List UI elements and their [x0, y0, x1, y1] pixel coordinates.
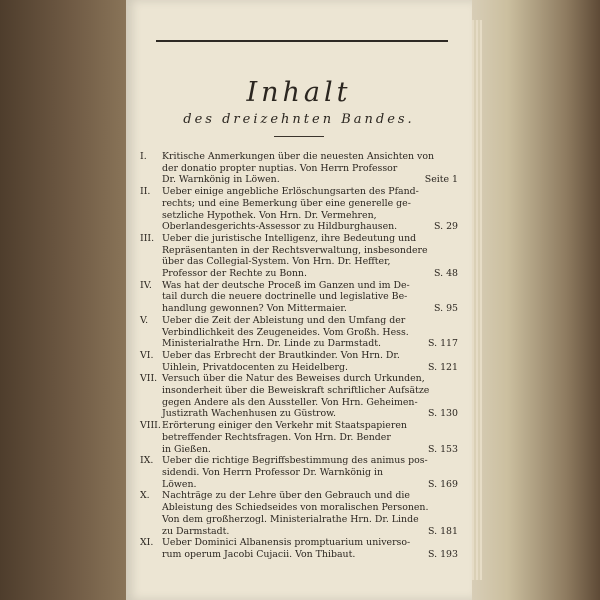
toc-entry — [140, 490, 458, 537]
toc-entry-number: III. — [140, 232, 155, 244]
toc-entry-line: setzliche Hypothek. Von Hrn. Dr. Vermehren, — [162, 209, 377, 221]
toc-entry-line: Ableistung des Schiedseides von moralischen Personen. — [162, 502, 429, 514]
toc-entry-line: der donatio propter nuptias. Von Herrn Professor — [162, 162, 398, 174]
toc-entry-text — [162, 315, 458, 350]
toc-entry-line: Ministerialrathe Hrn. Dr. Linde zu Darmstadt. — [162, 338, 381, 350]
toc-entry — [140, 350, 458, 373]
toc-entry — [140, 233, 458, 280]
toc-entry-number: IV. — [140, 279, 152, 291]
toc-entry — [140, 420, 458, 455]
toc-entry-line: rum operum Jacobi Cujacii. Von Thibaut. — [162, 548, 356, 560]
toc-entry-page: S. 29 — [434, 221, 458, 233]
title-separator — [274, 136, 324, 137]
page-subtitle: des dreizehnten Bandes. — [183, 112, 415, 127]
toc-entry-line: betreffender Rechtsfragen. Von Hrn. Dr. Bender — [162, 431, 391, 443]
toc-entry-line: gegen Andere als den Aussteller. Von Hrn. Geheimen- — [162, 396, 418, 408]
toc-entry-line: Justizrath Wachenhusen zu Güstrow. — [162, 408, 336, 420]
toc-entry-line: Dr. Warnkönig in Löwen. — [162, 174, 280, 186]
toc-entry — [140, 186, 458, 233]
toc-entry-page: S. 153 — [428, 443, 458, 455]
toc-entry-line: Repräsentanten in der Rechtsverwaltung, insbesondere — [162, 244, 428, 256]
toc-entry-line: Ueber die juristische Intelligenz, ihre Bedeutung und — [162, 232, 417, 244]
toc-entry — [140, 315, 458, 350]
toc-entry-text — [162, 151, 458, 186]
toc-entry-line: Ueber das Erbrecht der Brautkinder. Von Hrn. Dr. — [162, 349, 400, 361]
toc-entry-line: Löwen. — [162, 478, 197, 490]
toc-entry-number: V. — [140, 314, 149, 326]
toc-entry-number: VII. — [140, 373, 158, 385]
table-of-contents — [140, 151, 458, 561]
toc-entry-number: X. — [140, 490, 150, 502]
toc-entry — [140, 373, 458, 420]
toc-entry-line: über das Collegial-System. Von Hrn. Dr. Heffter, — [162, 256, 391, 268]
toc-entry-line: Nachträge zu der Lehre über den Gebrauch und die — [162, 490, 410, 502]
toc-entry-number: VIII. — [140, 420, 161, 432]
toc-entry-line: Professor der Rechte zu Bonn. — [162, 268, 307, 280]
toc-entry-text — [162, 373, 458, 420]
book-page — [126, 0, 472, 600]
top-rule — [156, 40, 448, 42]
toc-entry-text — [162, 350, 458, 373]
toc-entry-line: Versuch über die Natur des Beweises durch Urkunden, — [162, 373, 425, 385]
toc-entry-page: S. 130 — [428, 408, 458, 420]
toc-entry-page: S. 48 — [434, 268, 458, 280]
page-title: Inhalt — [246, 77, 352, 108]
toc-entry — [140, 537, 458, 560]
toc-entry-line: tail durch die neuere doctrinelle und legislative Be- — [162, 291, 408, 303]
toc-entry-line: Kritische Anmerkungen über die neuesten Ansichten von — [162, 151, 435, 162]
toc-entry — [140, 151, 458, 186]
toc-entry-page: S. 117 — [428, 338, 458, 350]
toc-entry-line: sidendi. Von Herrn Professor Dr. Warnkönig in — [162, 466, 384, 478]
toc-entry-line: Ueber die richtige Begriffsbestimmung des animus pos- — [162, 455, 428, 467]
toc-entry-number: II. — [140, 186, 151, 198]
toc-entry-page: S. 193 — [428, 548, 458, 560]
toc-entry-page: S. 95 — [434, 303, 458, 315]
toc-entry-page: S. 121 — [428, 361, 458, 373]
toc-entry-line: Verbindlichkeit des Zeugeneides. Vom Großh. Hess. — [162, 326, 409, 338]
toc-entry-text — [162, 186, 458, 233]
toc-entry-number: XI. — [140, 537, 154, 549]
toc-entry — [140, 280, 458, 315]
toc-entry-line: Oberlandesgerichts-Assessor zu Hildburghausen. — [162, 221, 398, 233]
toc-entry-line: Ueber die Zeit der Ableistung und den Umfang der — [162, 314, 406, 326]
toc-entry-line: in Gießen. — [162, 443, 211, 455]
toc-entry-page: Seite 1 — [424, 174, 458, 186]
toc-entry-line: insonderheit über die Beweiskraft schriftlicher Aufsätze — [162, 385, 430, 397]
toc-entry-page: S. 181 — [428, 525, 458, 537]
toc-entry-text — [162, 280, 458, 315]
book-binding-right — [468, 0, 600, 600]
toc-entry — [140, 455, 458, 490]
toc-entry-line: Ueber Dominici Albanensis promptuarium universo- — [162, 537, 411, 549]
toc-entry-line: Ueber einige angebliche Erlöschungsarten des Pfand- — [162, 186, 419, 198]
book-binding-left — [0, 0, 128, 600]
toc-entry-number: I. — [140, 151, 147, 162]
toc-entry-line: zu Darmstadt. — [162, 525, 230, 537]
toc-entry-line: Von dem großherzogl. Ministerialrathe Hrn. Dr. Linde — [162, 513, 419, 525]
toc-entry-line: handlung gewonnen? Von Mittermaier. — [162, 303, 347, 315]
toc-entry-line: rechts; und eine Bemerkung über eine generelle ge- — [162, 197, 411, 209]
toc-entry-text — [162, 490, 458, 537]
toc-entry-text — [162, 233, 458, 280]
toc-entry-text — [162, 420, 458, 455]
toc-entry-text — [162, 537, 458, 560]
toc-entry-page: S. 169 — [428, 478, 458, 490]
toc-entry-line: Was hat der deutsche Proceß im Ganzen und im De- — [162, 279, 410, 291]
toc-entry-line: Erörterung einiger den Verkehr mit Staatspapieren — [162, 420, 407, 432]
toc-entry-number: IX. — [140, 455, 154, 467]
toc-entry-line: Uihlein, Privatdocenten zu Heidelberg. — [162, 361, 348, 373]
toc-entry-text — [162, 455, 458, 490]
toc-entry-number: VI. — [140, 349, 154, 361]
